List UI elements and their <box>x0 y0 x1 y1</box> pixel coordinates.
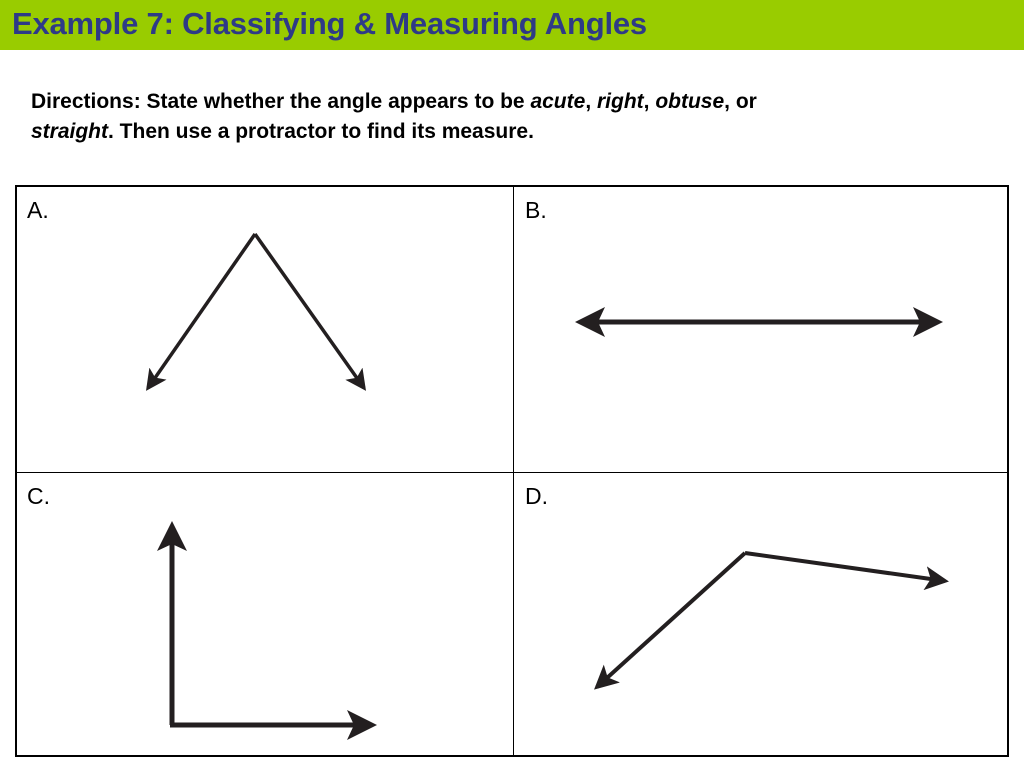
term-right: right <box>596 90 644 113</box>
angle-d-figure <box>597 553 945 687</box>
cell-label-d: D. <box>525 483 548 509</box>
angle-a-ray-right <box>255 234 364 388</box>
angle-d-ray-left <box>597 553 745 687</box>
directions-sep-2: , <box>643 90 656 113</box>
cell-label-b: B. <box>525 197 547 223</box>
angle-d-ray-right <box>745 553 945 581</box>
angle-a-ray-left <box>148 234 255 388</box>
cell-label-a: A. <box>27 197 49 223</box>
term-acute: acute <box>530 90 586 113</box>
directions-suffix: . Then use a protractor to find its measure. <box>108 120 534 143</box>
directions-sep-1: , <box>585 90 597 113</box>
cell-label-c: C. <box>27 483 50 509</box>
directions-prefix: Directions: State whether the angle appears to be <box>31 90 531 113</box>
angle-a-figure <box>148 234 364 388</box>
term-obtuse: obtuse <box>655 90 725 113</box>
term-straight: straight <box>31 120 109 143</box>
directions-sep-3: , or <box>724 90 757 113</box>
angle-c-figure <box>170 526 372 725</box>
page-title: Example 7: Classifying & Measuring Angles <box>12 6 647 41</box>
